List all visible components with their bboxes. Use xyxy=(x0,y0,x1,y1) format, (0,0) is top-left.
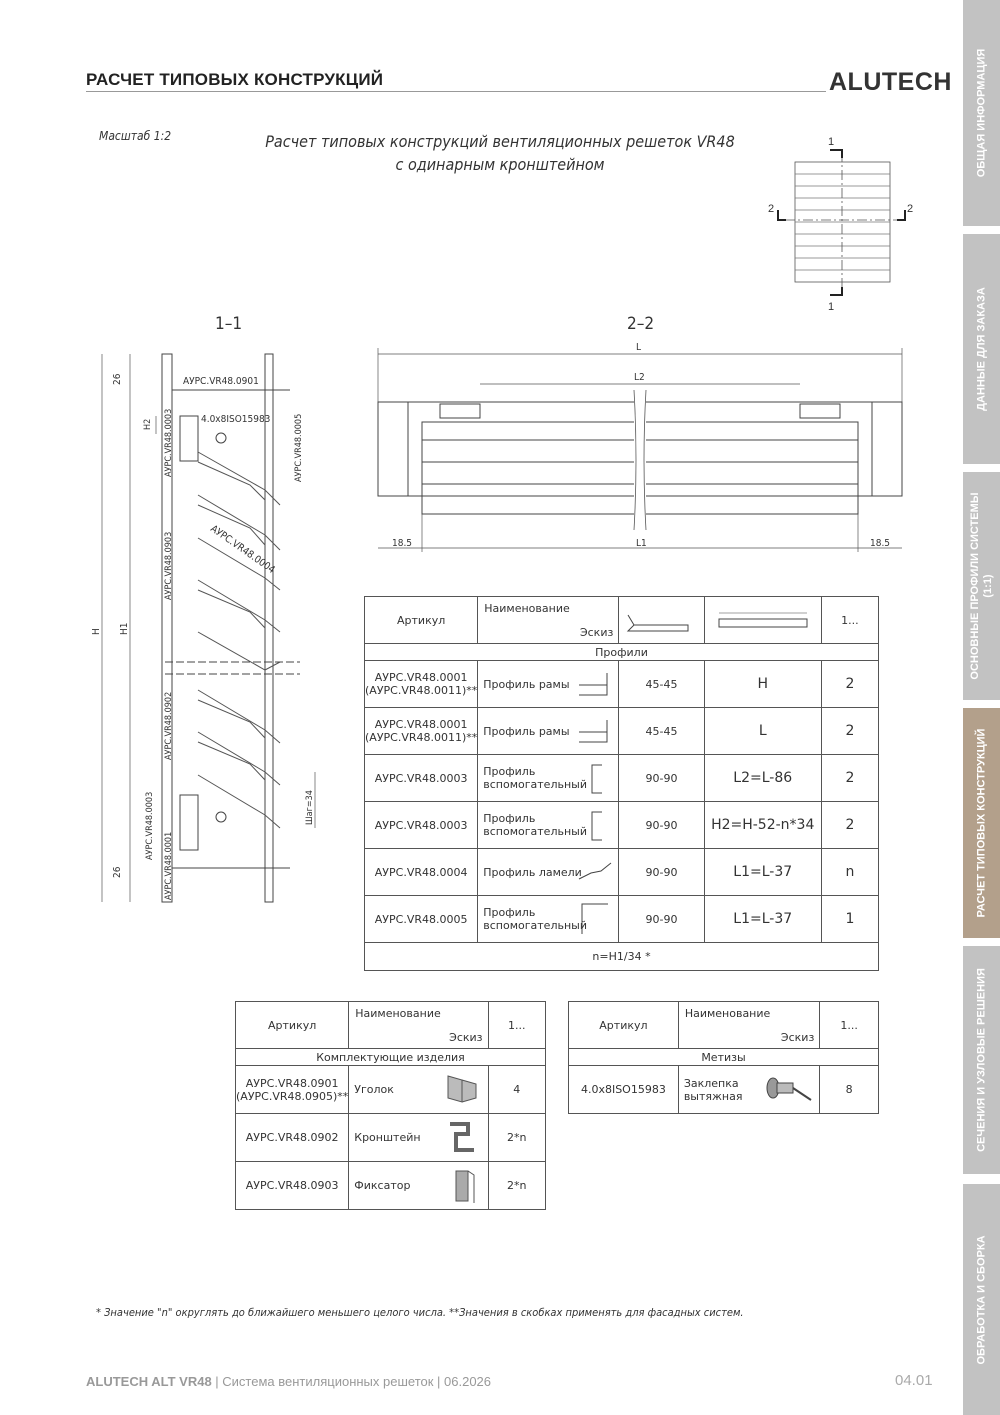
qty-cell: 2*n xyxy=(488,1162,545,1210)
drawing-title xyxy=(250,130,750,176)
qty-cell: 4 xyxy=(488,1066,545,1114)
length-cell: L xyxy=(704,708,821,755)
col-qty-header: 1... xyxy=(821,597,878,644)
dim-l2: L2 xyxy=(634,372,645,383)
section-profiles: Профили xyxy=(365,644,879,661)
angle-cell: 90-90 xyxy=(619,849,704,896)
length-sketch-icon xyxy=(704,597,821,644)
angle-cell: 90-90 xyxy=(619,802,704,849)
section-1-1-drawing xyxy=(90,340,330,910)
label-0005: АУРС.VR48.0005 xyxy=(294,413,304,482)
formula-cell: n=H1/34 * xyxy=(365,943,879,971)
angle-sketch-icon xyxy=(619,597,704,644)
qty-cell: n xyxy=(821,849,878,896)
col-article-header: Артикул xyxy=(365,597,478,644)
tab-label: СЕЧЕНИЯ И УЗЛОВЫЕ РЕШЕНИЯ xyxy=(975,968,987,1152)
length-cell: L1=L-37 xyxy=(704,896,821,943)
tab-label: ОБЩАЯ ИНФОРМАЦИЯ xyxy=(975,48,987,178)
col-article-header: Артикул xyxy=(236,1002,349,1049)
footer-text: | Система вентиляционных решеток | 06.2026 xyxy=(211,1374,492,1389)
table-row xyxy=(365,661,879,708)
article-cell: 4.0x8ISO15983 xyxy=(569,1066,679,1114)
col-qty-header: 1... xyxy=(488,1002,545,1049)
name-cell: Профиль вспомогательный xyxy=(483,906,587,932)
label-0003b: АУРС.VR48.0003 xyxy=(145,791,155,860)
header-divider xyxy=(86,91,826,92)
brand-logo: ALUTECH xyxy=(829,68,952,96)
label-0903: АУРС.VR48.0903 xyxy=(164,531,174,600)
angle-cell: 90-90 xyxy=(619,755,704,802)
profiles-table xyxy=(364,596,879,971)
name-cell: Кронштейн xyxy=(354,1131,421,1144)
qty-cell: 2 xyxy=(821,708,878,755)
dim-h2: H2 xyxy=(143,418,153,430)
dim-right: 18.5 xyxy=(870,538,891,549)
section-hardware: Метизы xyxy=(569,1049,879,1066)
hardware-table xyxy=(568,1001,879,1114)
aux-profile-icon xyxy=(588,810,608,842)
components-table xyxy=(235,1001,546,1210)
name-cell: Профиль рамы xyxy=(483,677,570,691)
angle-cell: 45-45 xyxy=(619,708,704,755)
label-0003: АУРС.VR48.0003 xyxy=(164,408,174,477)
table-row xyxy=(569,1066,879,1114)
clip-icon xyxy=(450,1167,478,1205)
label-0902: АУРС.VR48.0902 xyxy=(164,691,174,760)
col-name-header xyxy=(349,1002,488,1049)
drawing-title-line1: Расчет типовых конструкций вентиляционных решеток VR48 xyxy=(265,132,735,151)
frame-profile-icon xyxy=(577,718,613,744)
length-cell: L2=L-86 xyxy=(704,755,821,802)
qty-cell: 2*n xyxy=(488,1114,545,1162)
key-label: 1 xyxy=(828,301,835,313)
table-row xyxy=(236,1162,546,1210)
dim-h: H xyxy=(91,628,102,635)
dim-l1: L1 xyxy=(636,538,647,549)
length-cell: H xyxy=(704,661,821,708)
tab-sections-nodes[interactable] xyxy=(963,946,1000,1174)
label-0901: АУРС.VR48.0901 xyxy=(183,376,259,387)
page-number: 04.01 xyxy=(895,1372,933,1389)
key-label: 2 xyxy=(907,203,914,215)
section-1-1-label: 1–1 xyxy=(215,314,243,334)
col-name-header xyxy=(478,597,619,644)
key-label: 2 xyxy=(768,203,775,215)
article-cell: АУРС.VR48.0003 xyxy=(365,802,478,849)
name-cell: Профиль рамы xyxy=(483,724,570,738)
article-cell: АУРС.VR48.0001 (АУРС.VR48.0011)** xyxy=(365,661,478,708)
dim-h1: H1 xyxy=(119,622,130,635)
qty-cell: 2 xyxy=(821,661,878,708)
table-row xyxy=(365,849,879,896)
angle-cell: 45-45 xyxy=(619,661,704,708)
dim-pitch: Шаг=34 xyxy=(305,790,315,825)
key-label: 1 xyxy=(828,136,835,148)
tab-label: ДАННЫЕ ДЛЯ ЗАКАЗА xyxy=(975,287,987,411)
col-name-label: Наименование xyxy=(684,1007,771,1020)
name-cell: Профиль вспомогательный xyxy=(483,765,587,791)
tab-label: РАСЧЕТ ТИПОВЫХ КОНСТРУКЦИЙ xyxy=(975,728,987,918)
bracket-icon xyxy=(444,1120,480,1156)
tab-general-info[interactable] xyxy=(963,0,1000,226)
section-components: Комплектующие изделия xyxy=(236,1049,546,1066)
article-cell: АУРС.VR48.0901 (АУРС.VR48.0905)** xyxy=(236,1066,349,1114)
col-name-label: Наименование xyxy=(484,602,570,615)
article-cell: АУРС.VR48.0903 xyxy=(236,1162,349,1210)
article-cell: АУРС.VR48.0004 xyxy=(365,849,478,896)
dim-bottom: 26 xyxy=(112,866,123,878)
length-cell: L1=L-37 xyxy=(704,849,821,896)
article-cell: АУРС.VR48.0001 (АУРС.VR48.0011)** xyxy=(365,708,478,755)
table-row xyxy=(365,755,879,802)
qty-cell: 2 xyxy=(821,755,878,802)
rivet-icon xyxy=(761,1074,813,1106)
section-2-2-drawing xyxy=(370,340,910,560)
tab-order-data[interactable] xyxy=(963,234,1000,464)
label-0001: АУРС.VR48.0001 xyxy=(164,831,174,900)
col-name-label: Наименование xyxy=(355,1007,441,1020)
table-row xyxy=(236,1066,546,1114)
name-cell: Уголок xyxy=(354,1083,394,1096)
dim-left: 18.5 xyxy=(392,538,413,549)
tab-standard-calc[interactable] xyxy=(963,708,1000,938)
name-cell: Профиль вспомогательный xyxy=(483,812,587,838)
table-row xyxy=(365,708,879,755)
corner-bracket-icon xyxy=(444,1072,480,1108)
drawing-scale: Масштаб 1:2 xyxy=(99,129,172,143)
key-plan-drawing xyxy=(760,130,920,315)
name-cell: Профиль ламели xyxy=(483,865,582,879)
tab-label: ОСНОВНЫЕ ПРОФИЛИ СИСТЕМЫ (1:1) xyxy=(968,492,994,680)
name-cell: Заклепка вытяжная xyxy=(683,1076,743,1103)
page-section-title: РАСЧЕТ ТИПОВЫХ КОНСТРУКЦИЙ xyxy=(86,70,384,89)
table-row xyxy=(365,802,879,849)
name-cell: Фиксатор xyxy=(354,1179,411,1192)
footnote: * Значение "n" округлять до ближайшего меньшего целого числа. **Значения в скобках применять для фасадных систем. xyxy=(96,1306,744,1319)
label-0004: АУРС.VR48.0004 xyxy=(208,523,277,576)
aux-profile-icon xyxy=(588,763,608,795)
col-sketch-label: Эскиз xyxy=(780,1031,815,1044)
dim-l: L xyxy=(636,342,642,353)
table-row xyxy=(365,896,879,943)
angle-profile-icon xyxy=(580,902,610,936)
page-footer xyxy=(86,1374,491,1389)
frame-profile-icon xyxy=(577,671,613,697)
article-cell: АУРС.VR48.0003 xyxy=(365,755,478,802)
col-sketch-label: Эскиз xyxy=(579,626,614,639)
col-article-header: Артикул xyxy=(569,1002,679,1049)
dim-top: 26 xyxy=(112,373,123,385)
col-name-header xyxy=(678,1002,819,1049)
qty-cell: 2 xyxy=(821,802,878,849)
drawing-title-line2: с одинарным кронштейном xyxy=(395,155,605,174)
article-cell: АУРС.VR48.0005 xyxy=(365,896,478,943)
length-cell: H2=H-52-n*34 xyxy=(704,802,821,849)
label-rivet: 4.0x8ISO15983 xyxy=(201,414,271,425)
qty-cell: 8 xyxy=(820,1066,879,1114)
footer-brand: ALUTECH ALT VR48 xyxy=(86,1374,212,1389)
louvre-profile-icon xyxy=(577,861,613,883)
col-sketch-label: Эскиз xyxy=(449,1031,483,1044)
tab-main-profiles[interactable] xyxy=(963,472,1000,700)
tab-processing-assembly[interactable] xyxy=(963,1184,1000,1415)
section-2-2-label: 2–2 xyxy=(627,314,655,334)
qty-cell: 1 xyxy=(821,896,878,943)
table-row xyxy=(236,1114,546,1162)
article-cell: АУРС.VR48.0902 xyxy=(236,1114,349,1162)
col-qty-header: 1... xyxy=(820,1002,879,1049)
tab-label: ОБРАБОТКА И СБОРКА xyxy=(975,1234,987,1365)
angle-cell: 90-90 xyxy=(619,896,704,943)
